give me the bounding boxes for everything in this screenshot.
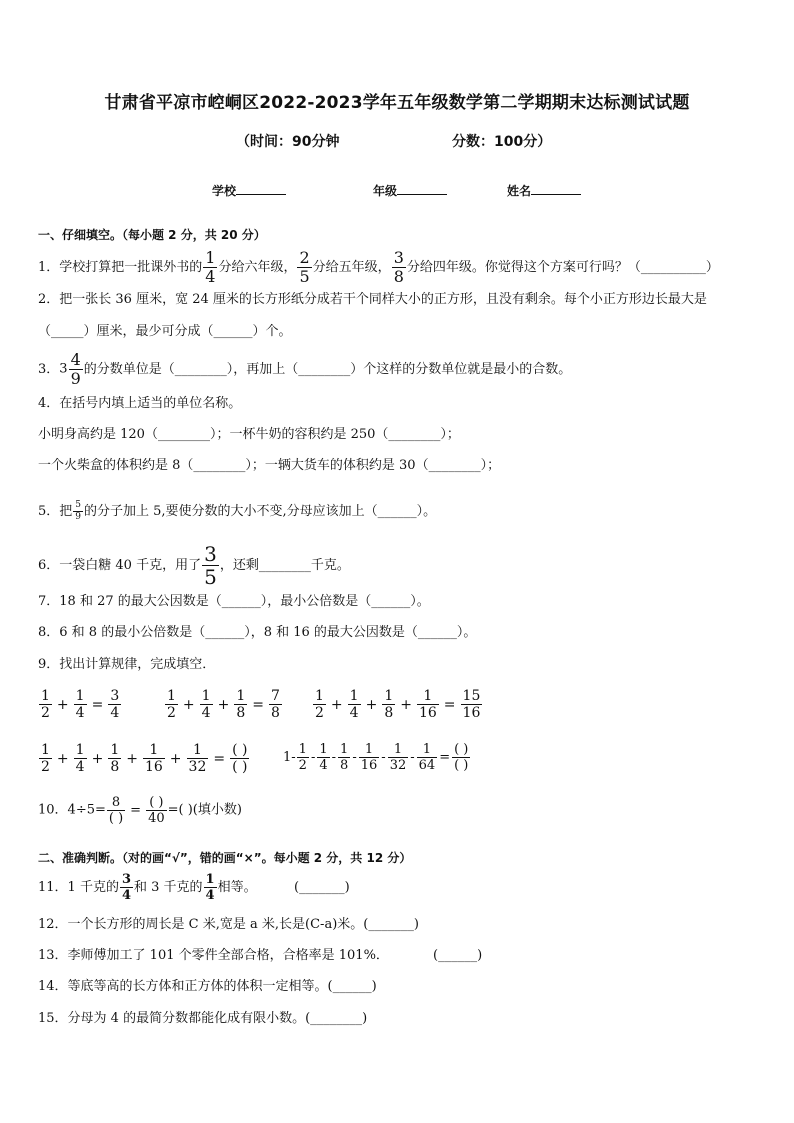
question-12: 12．一个长方形的周长是 C 米,宽是 a 米,长是(C-a)米。(_______) bbox=[38, 917, 419, 932]
q9-answer-blank-1[interactable]: $\frac{( )}{( )}$ bbox=[232, 742, 248, 775]
q9-equation-2: $\frac{1}{2}$ + $\frac{1}{4}$ + $\frac{1}{8}$ = $\frac{7}{8}$ bbox=[167, 688, 280, 721]
grade-field bbox=[373, 181, 447, 199]
grade-blank[interactable] bbox=[397, 181, 447, 195]
question-4-head: 4．在括号内填上适当的单位名称。 bbox=[38, 396, 242, 411]
question-6 bbox=[38, 544, 350, 587]
question-7: 7．18 和 27 的最大公因数是（______），最小公倍数是（______）。 bbox=[38, 594, 430, 609]
question-4-line-1: 小明身高约是 120（________）；一杯牛奶的容积约是 250（________）； bbox=[38, 427, 460, 442]
q9-equation-5: 1- $\frac{1}{2}$ - $\frac{1}{4}$ - $\frac{1}{8}$ - $\frac{1}{16}$ - $\frac{1}{32}$ - $\frac{1}{64}$ = $\frac{( )}{( )}$ bbox=[283, 742, 469, 773]
q10-equals: = bbox=[130, 802, 142, 818]
q9-equation-4: $\frac{1}{2}$ + $\frac{1}{4}$ + $\frac{1}{8}$ + $\frac{1}{16}$ + $\frac{1}{32}$ = $\frac{( )}{( )}$ bbox=[41, 742, 248, 775]
q9-answer-blank-2[interactable]: $\frac{( )}{( )}$ bbox=[454, 742, 469, 773]
q1-text-b: 分给六年级， bbox=[218, 260, 297, 275]
q3-text: 的分数单位是（________），再加上（________）个这样的分数单位就是最小的合数。 bbox=[83, 362, 572, 377]
q11-text-c: 相等。 bbox=[217, 880, 257, 895]
q5-fraction: $\frac{5}{9}$ bbox=[75, 500, 82, 522]
q9-equation-3: $\frac{1}{2}$ + $\frac{1}{4}$ + $\frac{1}{8}$ + $\frac{1}{16}$ = $\frac{15}{16}$ bbox=[315, 688, 481, 721]
question-3 bbox=[38, 352, 571, 387]
q5-text-b: 的分子加上 5,要使分数的大小不变,分母应该加上（______）。 bbox=[84, 504, 437, 519]
question-4-line-2: 一个火柴盒的体积约是 8（________）；一辆大货车的体积约是 30（________）； bbox=[38, 458, 501, 473]
q10-fraction-2[interactable]: $\frac{( )}{40}$ bbox=[148, 795, 165, 826]
q10-fraction-1[interactable]: $\frac{8}{( )}$ bbox=[108, 795, 124, 826]
q11-answer-blank[interactable]: (_______) bbox=[294, 880, 350, 895]
name-field bbox=[507, 181, 581, 199]
question-1 bbox=[38, 250, 719, 285]
question-2-line-1: 2．把一张长 36 厘米，宽 24 厘米的长方形纸分成若干个同样大小的正方形，且没有剩余。每个小正方形边长最大是 bbox=[38, 292, 707, 307]
q9-equation-1: $\frac{1}{2}$ + $\frac{1}{4}$ = $\frac{3}{4}$ bbox=[41, 688, 120, 721]
q10-text-a: 10．4÷5= bbox=[38, 802, 106, 818]
question-15: 15．分母为 4 的最简分数都能化成有限小数。(________) bbox=[38, 1011, 368, 1026]
q3-fraction: $\frac{4}{9}$ bbox=[70, 350, 81, 388]
q5-text-a: 5．把 bbox=[38, 504, 73, 519]
q11-fraction-2: $\frac{1}{4}$ bbox=[205, 872, 215, 903]
q1-fraction-2: $\frac{2}{5}$ bbox=[299, 248, 310, 286]
q11-text-b: 和 3 千克的 bbox=[134, 880, 203, 895]
question-10 bbox=[38, 796, 242, 825]
question-9-head: 9．找出计算规律，完成填空． bbox=[38, 657, 216, 672]
q6-text-a: 6．一袋白糖 40 千克，用了 bbox=[38, 558, 202, 573]
q1-text-a: 1．学校打算把一批课外书的 bbox=[38, 260, 203, 275]
name-label: 姓名 bbox=[507, 184, 532, 198]
q1-text-d: 分给四年级。你觉得这个方案可行吗？（__________） bbox=[406, 260, 719, 275]
score-label: 分数：100分） bbox=[452, 134, 552, 150]
section-2-heading: 二、准确判断。（对的画“√”，错的画“×”。每小题 2 分，共 12 分） bbox=[38, 851, 412, 865]
q1-fraction-3: $\frac{3}{8}$ bbox=[393, 248, 404, 286]
q6-text-b: ，还剩________千克。 bbox=[219, 558, 350, 573]
q3-whole-part: 3 bbox=[59, 361, 68, 377]
question-11 bbox=[38, 873, 257, 902]
question-14: 14．等底等高的长方体和正方体的体积一定相等。(______) bbox=[38, 979, 377, 994]
question-8: 8．6 和 8 的最小公倍数是（______），8 和 16 的最大公因数是（______）。 bbox=[38, 625, 477, 640]
q3-number: 3． bbox=[38, 362, 60, 377]
question-13: 13．李师傅加工了 101 个零件全部合格，合格率是 101%． bbox=[38, 948, 389, 963]
q1-text-c: 分给五年级， bbox=[312, 260, 391, 275]
school-label: 学校 bbox=[212, 184, 237, 198]
question-2-line-2: （_____）厘米，最少可分成（______）个。 bbox=[38, 324, 292, 339]
q10-text-b: =( )(填小数) bbox=[167, 802, 242, 818]
q1-fraction-1: $\frac{1}{4}$ bbox=[205, 248, 216, 286]
question-5 bbox=[38, 501, 436, 522]
section-1-heading: 一、仔细填空。（每小题 2 分，共 20 分） bbox=[38, 228, 266, 242]
page-title: 甘肃省平凉市崆峒区2022-2023学年五年级数学第二学期期末达标测试试题 bbox=[104, 93, 690, 113]
time-label: （时间：90分钟 bbox=[236, 134, 340, 150]
school-field bbox=[212, 181, 286, 199]
q6-fraction: $\frac{3}{5}$ bbox=[204, 542, 217, 589]
q11-fraction-1: $\frac{3}{4}$ bbox=[121, 872, 131, 903]
school-blank[interactable] bbox=[236, 181, 286, 195]
q13-answer-blank[interactable]: (______) bbox=[433, 948, 483, 963]
name-blank[interactable] bbox=[531, 181, 581, 195]
q11-text-a: 11．1 千克的 bbox=[38, 880, 119, 895]
grade-label: 年级 bbox=[373, 184, 398, 198]
